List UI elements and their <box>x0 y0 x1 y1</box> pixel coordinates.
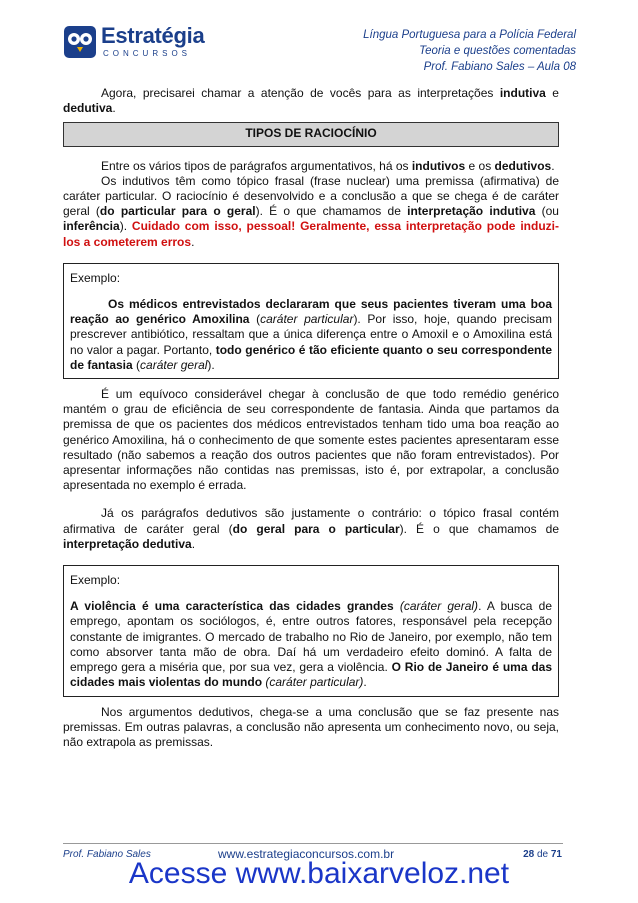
example-text: A violência é uma característica das cidades grandes (caráter geral). A busca de emprego, apontam os sociólogos, é, entre outros fatores, responsável pela recepção constante de imigrantes. O mercado de trabalho no Rio de Janeiro, por exemplo, não tem como absorver tanta mão de obra. Daí há um verdadeiro efeito dominó. A falta de emprego gera a miséria que, por sua vez, gera a violência. O Rio de Janeiro é uma das cidades mais violentas do mundo (caráter particular). <box>70 599 553 690</box>
paragraph-inductive: Os indutivos têm como tópico frasal (frase nuclear) uma premissa (afirmativa) de caráter particular. O raciocínio é desenvolvido e a conclusão a que se chega é de caráter geral (do particular para o geral). É o que chamamos de interpretação indutiva (ou inferência). Cuidado com isso, pessoal! Geralmente, essa interpretação pode induzi-los a cometerem erros. <box>63 173 559 249</box>
footer-divider <box>63 843 563 844</box>
document-header <box>363 27 576 75</box>
paragraph-deductive: Já os parágrafos dedutivos são justamente o contrário: o tópico frasal contém afirmativa de caráter geral (do geral para o particular). É o que chamamos de interpretação dedutiva. <box>63 506 560 551</box>
example-box-deductive <box>63 565 559 696</box>
page-number: 28 de 71 <box>523 849 562 860</box>
section-title: TIPOS DE RACIOCÍNIO <box>63 122 559 146</box>
paragraph-types: Entre os vários tipos de parágrafos argumentativos, há os indutivos e os dedutivos. <box>101 158 555 173</box>
promo-watermark: Acesse www.baixarveloz.net <box>128 857 510 890</box>
example-text: Os médicos entrevistados declararam que seus pacientes tiveram uma boa reação ao genérico Amoxilina (caráter particular). Por isso, hoje, quando precisam prescrever antibiótico, ressaltam que a única diferença entre o Amoxil e o Amoxilina está no valor a pagar. Portanto, todo genérico é tão eficiente quanto o seu correspondente de fantasia (caráter geral). <box>70 297 552 372</box>
example-label: Exemplo: <box>70 573 121 588</box>
warning-text: Cuidado com isso, pessoal! Geralmente, essa interpretação pode induzi-los a cometerem erros <box>63 219 559 249</box>
paragraph-fallacy: É um equívoco considerável chegar à conclusão de que todo remédio genérico mantém o grau de eficiência de seu correspondente de fantasia. Ainda que partamos da premissa de que os pacientes dos médicos entrevistados tenham tido uma boa reação ao genérico Amoxilina, há o conhecimento de que somente estes pacientes apresentaram esse resultado (não sabemos a reação dos outros pacientes que não foram entrevistados). Por apresentar informações não contidas nas premissas, isto é, por extrapolar, a conclusão apresentada no exemplo é errada. <box>63 387 559 493</box>
logo-subtitle: CONCURSOS <box>103 49 192 58</box>
estrategia-logo <box>63 23 213 63</box>
course-title: Língua Portuguesa para a Polícia Federal <box>363 29 576 41</box>
document-body <box>63 86 559 750</box>
paragraph-conclusion: Nos argumentos dedutivos, chega-se a uma conclusão que se faz presente nas premissas. Em outras palavras, a conclusão não apresenta um conhecimento novo, ou seja, não extrapola as premissas. <box>63 704 559 749</box>
course-subtitle: Teoria e questões comentadas <box>419 45 576 57</box>
lesson-info: Prof. Fabiano Sales – Aula 08 <box>423 61 576 73</box>
owl-logo-icon <box>63 25 97 59</box>
footer-site-link[interactable]: www.estrategiaconcursos.com.br <box>218 847 395 861</box>
example-label: Exemplo: <box>70 270 121 285</box>
example-box-inductive <box>63 263 559 379</box>
intro-paragraph: Agora, precisarei chamar a atenção de vocês para as interpretações indutiva e dedutiva. <box>63 86 559 116</box>
footer-author: Prof. Fabiano Sales <box>63 849 151 860</box>
logo-name: Estratégia <box>101 23 205 48</box>
